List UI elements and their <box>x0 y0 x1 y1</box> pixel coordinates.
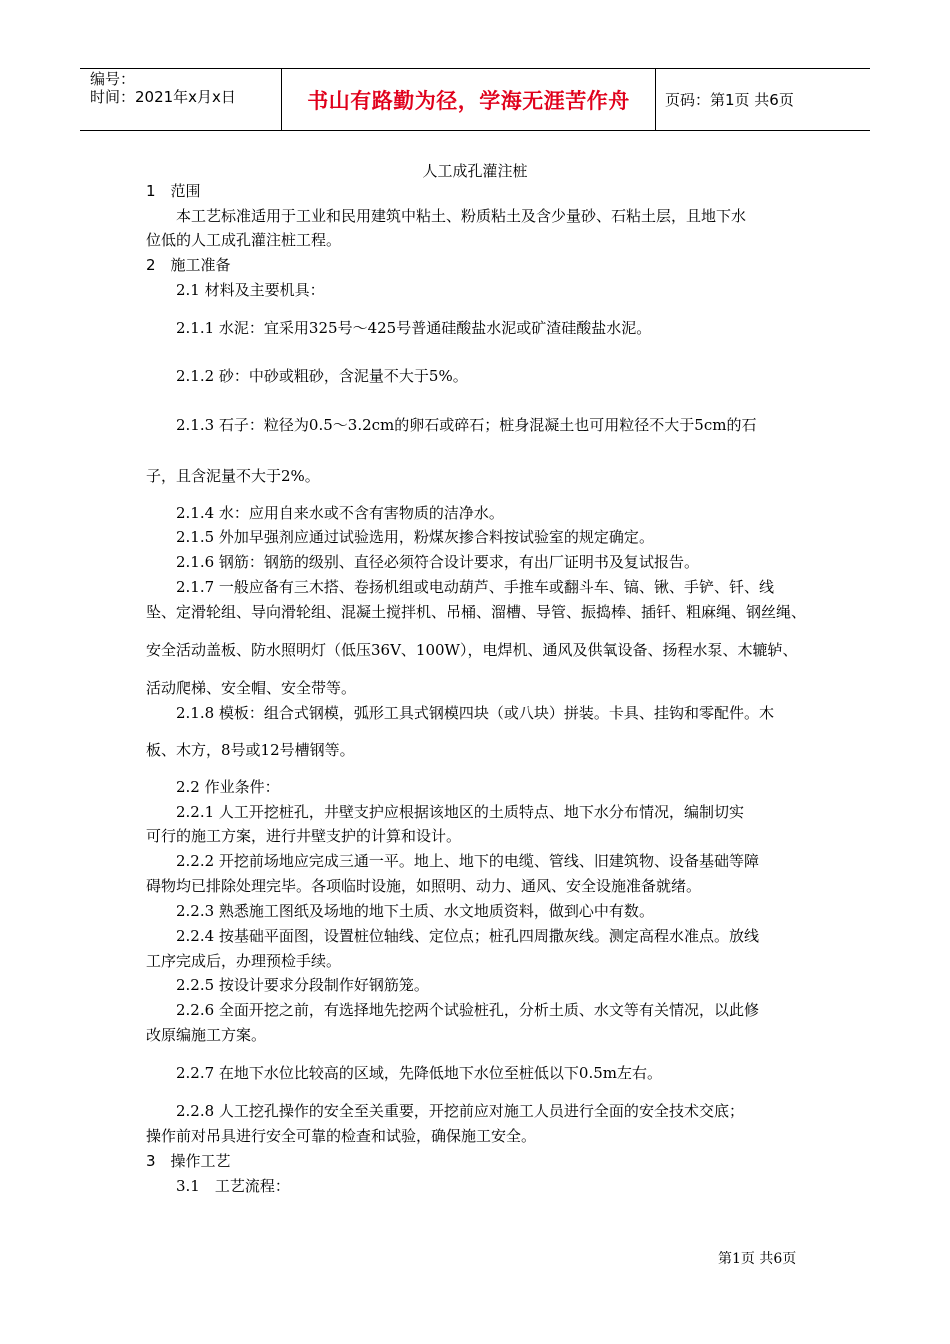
paragraph-line: 可行的施工方案，进行井壁支护的计算和设计。 <box>146 827 462 845</box>
paragraph-line: 2.1 材料及主要机具： <box>176 281 325 299</box>
paragraph-line: 2.1.7 一般应备有三木搭、卷扬机组或电动葫芦、手推车或翻斗车、镐、锹、手铲、钎、线 <box>176 578 774 596</box>
section-heading: 2 施工准备 <box>146 256 231 274</box>
paragraph-line: 3.1 工艺流程： <box>176 1177 290 1195</box>
paragraph-line: 2.1.4 水：应用自来水或不含有害物质的洁净水。 <box>176 504 504 522</box>
paragraph-line: 操作前对吊具进行安全可靠的检查和试验，确保施工安全。 <box>146 1127 537 1145</box>
header-page-code: 页码：第1页 共6页 <box>665 91 794 109</box>
paragraph-line: 2.1.8 模板：组合式钢模，弧形工具式钢模四块（或八块）拼装。卡具、挂钩和零配件。木 <box>176 704 774 722</box>
paragraph-line: 2.2.3 熟悉施工图纸及场地的地下土质、水文地质资料，做到心中有数。 <box>176 902 654 920</box>
paragraph-line: 2.2 作业条件： <box>176 778 280 796</box>
paragraph-line: 工序完成后，办理预检手续。 <box>146 952 342 970</box>
paragraph-line: 2.2.4 按基础平面图，设置桩位轴线、定位点；桩孔四周撒灰线。测定高程水准点。放线 <box>176 927 759 945</box>
document-date-label: 时间：2021年x月x日 <box>90 88 236 106</box>
paragraph-line: 子，且含泥量不大于2%。 <box>146 467 320 485</box>
paragraph-line: 位低的人工成孔灌注桩工程。 <box>146 231 342 249</box>
paragraph-line: 2.1.3 石子：粒径为0.5～3.2cm的卵石或碎石；桩身混凝土也可用粒径不大于5cm的石 <box>176 416 757 434</box>
document-number-label: 编号： <box>90 70 136 88</box>
paragraph-line: 2.1.1 水泥：宜采用325号～425号普通硅酸盐水泥或矿渣硅酸盐水泥。 <box>176 319 652 337</box>
paragraph-line: 2.2.5 按设计要求分段制作好钢筋笼。 <box>176 976 429 994</box>
paragraph-line: 2.2.1 人工开挖桩孔，井壁支护应根据该地区的土质特点、地下水分布情况，编制切实 <box>176 803 744 821</box>
header-page-cell <box>655 69 880 130</box>
paragraph-line: 坠、定滑轮组、导向滑轮组、混凝土搅拌机、吊桶、溜槽、导管、振捣棒、插钎、粗麻绳、钢丝绳、 <box>146 603 807 621</box>
paragraph-line: 活动爬梯、安全帽、安全带等。 <box>146 679 357 697</box>
page-header <box>80 68 870 131</box>
paragraph-line: 2.1.2 砂：中砂或粗砂，含泥量不大于5%。 <box>176 367 468 385</box>
header-info-cell <box>80 69 281 130</box>
paragraph-line: 2.1.6 钢筋：钢筋的级别、直径必须符合设计要求，有出厂证明书及复试报告。 <box>176 553 699 571</box>
section-heading: 1 范围 <box>146 182 201 200</box>
paragraph-line: 2.1.5 外加早强剂应通过试验选用，粉煤灰掺合料按试验室的规定确定。 <box>176 528 654 546</box>
paragraph-line: 碍物均已排除处理完毕。各项临时设施，如照明、动力、通风、安全设施准备就绪。 <box>146 877 702 895</box>
paragraph-line: 改原编施工方案。 <box>146 1026 267 1044</box>
paragraph-line: 本工艺标准适用于工业和民用建筑中粘土、粉质粘土及含少量砂、石粘土层，且地下水 <box>176 207 747 225</box>
page-footer: 第1页 共6页 <box>718 1251 797 1267</box>
paragraph-line: 2.2.8 人工挖孔操作的安全至关重要，开挖前应对施工人员进行全面的安全技术交底； <box>176 1102 744 1120</box>
paragraph-line: 2.2.2 开挖前场地应完成三通一平。地上、地下的电缆、管线、旧建筑物、设备基础等障 <box>176 852 759 870</box>
section-heading: 3 操作工艺 <box>146 1152 231 1170</box>
paragraph-line: 安全活动盖板、防水照明灯（低压36V、100W），电焊机、通风及供氧设备、扬程水泵、木辘轳、 <box>146 641 798 659</box>
header-motto-cell <box>281 69 656 130</box>
document-title: 人工成孔灌注桩 <box>422 162 528 180</box>
header-motto: 书山有路勤为径，学海无涯苦作舟 <box>307 88 630 113</box>
paragraph-line: 2.2.7 在地下水位比较高的区域，先降低地下水位至桩低以下0.5m左右。 <box>176 1064 663 1082</box>
paragraph-line: 2.2.6 全面开挖之前，有选择地先挖两个试验桩孔，分析土质、水文等有关情况，以此修 <box>176 1001 759 1019</box>
paragraph-line: 板、木方，8号或12号槽钢等。 <box>146 741 355 759</box>
